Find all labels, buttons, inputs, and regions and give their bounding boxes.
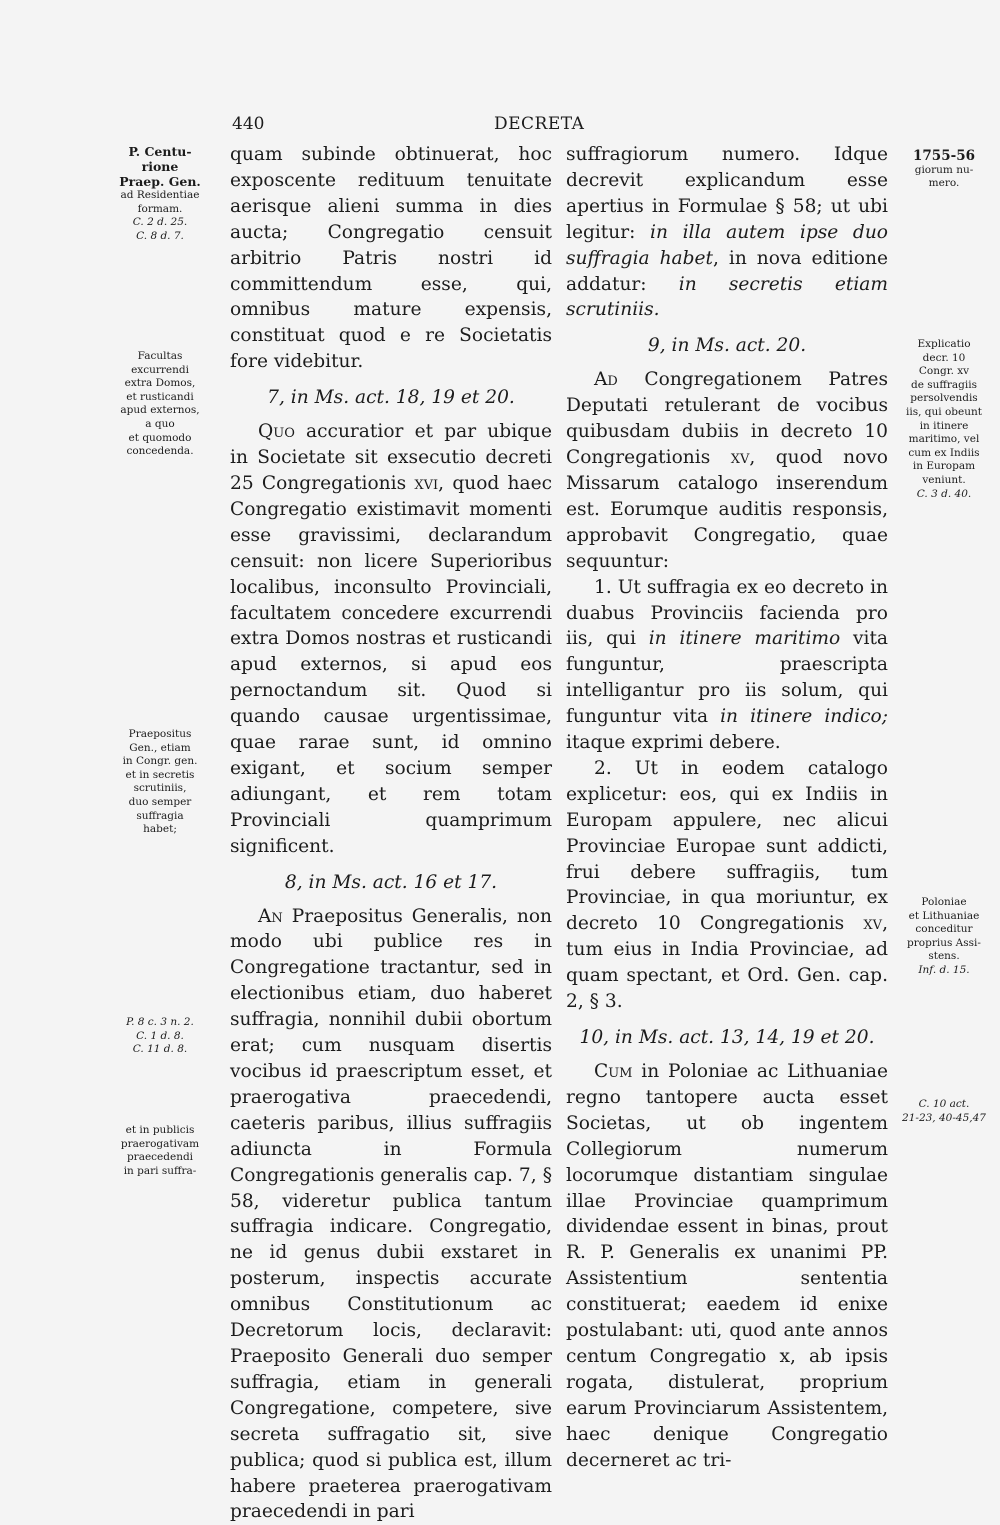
margin-note-line: Poloniae [921,896,967,908]
margin-note-line: formam. [137,202,183,215]
margin-note-line: stens. [928,950,960,963]
margin-note-line: a quo [145,417,175,430]
right-margin-note [898,1098,990,1125]
left-margin-note [112,728,208,837]
margin-note-line: et rusticandi [126,390,194,403]
text-segment: , tum eius in India Provinciae, ad quam spectant, et Ord. Gen. cap. 2, § 3. [566,913,888,1013]
paragraph-continuation: quam subinde obtinuerat, hoc exposcente redituum tenuitate aerisque alieni summa in dies aucta; Congregatio censuit arbitrio Patris nostri id committendum esse, qui, omnibus mature expensis, constituat quod e re Societatis fore videbitur. [230,144,552,373]
margin-note-line: 1755-56 [913,148,975,164]
margin-note-line: Congr. xv [918,365,970,378]
margin-note-line: ad Residentiae [120,189,200,201]
italic-quote: in secretis etiam scrutiniis. [566,273,888,321]
margin-note-line: C. 8 d. 7. [136,229,184,242]
margin-note-line: in Europam [912,460,976,473]
margin-note-line: Explicatio [917,338,971,350]
margin-note-line: praerogativam [120,1137,200,1150]
margin-note-line: Facultas [137,350,183,362]
margin-note-line: veniunt. [922,473,966,486]
left-margin-note [112,1124,208,1178]
margin-note-line: C. 11 d. 8. [132,1043,188,1056]
decree-heading-10: 10, in Ms. act. 13, 14, 19 et 20. [579,1027,875,1048]
margin-note-line: cum ex Indiis [908,446,980,459]
italic-phrase: in itinere maritimo [648,628,841,650]
italic-quote: in illa autem ipse duo suffragia habet [566,221,889,269]
margin-note-line: 21-23, 40-45,47 [902,1111,986,1124]
left-margin-note [112,144,208,243]
decree-7-text [230,419,552,859]
margin-note-line: C. 3 d. 40. [916,487,972,500]
margin-note-line: suffragia [136,809,184,822]
margin-note-line: proprius Assi- [907,936,981,949]
initial-word: An [258,905,283,927]
text-segment: suffragiorum numero. Idque decrevit explicandum esse apertius in Formulae § 58; ut ubi legitur: [566,144,888,243]
text-segment: 2. Ut in eodem catalogo explicetur: eos, qui ex Indiis in Europam appulere, nec alicui Provinciae Europae sunt addicti, frui debere suffragiis, tum Provinciae, in qua moriuntur, ex decreto 10 Congregationis [566,757,888,935]
decree-heading-9: 9, in Ms. act. 20. [647,335,807,357]
left-margin-note [112,1016,208,1057]
right-column [566,142,888,1474]
margin-note-line: maritimo, vel [908,433,980,446]
decree-9-text [566,367,888,574]
margin-note-line: mero. [928,177,960,190]
roman-numeral: xv [730,447,750,469]
italic-phrase: in itinere indico; [720,706,888,728]
margin-note-line: habet; [143,823,177,836]
margin-note-line: excurrendi [131,363,189,376]
roman-numeral: xv [863,913,883,935]
text-segment: Congregationem Patres Deputati retulerant de vocibus quibusdam dubiis in decreto 10 Congregationis [566,369,888,469]
running-head: DECRETA [494,114,585,134]
roman-numeral: xvi [414,472,439,494]
decree-9-item-1 [566,575,888,756]
text-segment: , in nova editione addatur: [566,247,888,295]
margin-note-line: duo semper [128,795,192,808]
margin-note-line: Praepositus [128,728,192,740]
initial-word: Ad [594,369,618,391]
page-number: 440 [232,114,265,134]
margin-note-line: in itinere [919,419,969,432]
left-column [230,142,552,1525]
margin-note-line: scrutiniis, [133,782,187,795]
margin-note-line: extra Domos, [124,377,196,390]
text-segment: itaque exprimi debere. [566,732,781,754]
margin-note-line: Praep. Gen. [119,174,201,189]
right-margin-note [898,338,990,501]
margin-note-line: C. 2 d. 25. [132,216,188,229]
margin-note-line: decr. 10 [922,351,966,364]
margin-note-line: persolvendis [910,392,978,405]
margin-note-line: rione [141,159,179,174]
margin-note-line: Gen., etiam [129,741,191,754]
text-segment: Praepositus Generalis, non modo ubi publice res in Congregatione tractantur, sed in electionibus etiam, duo haberet suffragia, nonnihil dubii obortum erat; cum nusquam disertis vocibus id praescriptum esset, et praerogativa praecedendi, caeteris paribus, illius suffragiis adiuncta in Formula Congregationis generalis cap. 7, § 58, videretur publica tantum suffragia indicare. Congregatio, ne id genus dubii exstaret in posterum, inspectis accurate omnibus Constitutionum ac Decretorum locis, declaravit: Praeposito Generali duo semper suffragia, etiam in generali Congregatione, competere, sive secreta suffragatio sit, sive publica; quod si publica est, illum habere praeterea praerogativam praecedendi in pari [230,905,552,1523]
text-segment: in Poloniae ac Lithuaniae regno tantopere aucta esset Societas, ut ob ingentem Collegiorum numerum locorumque distantiam singulae illae Provinciae quamprimum dividendae essent in binas, prout R. P. Generalis ex unanimi PP. Assistentium sententia constituerat; eaedem id enixe postulabant: uti, quod ante annos centum Congregatio x, ab ipsis rogata, distulerat, proprium earum Provinciarum Assistentem, haec denique Congregatio decerneret ac tri- [566,1061,888,1471]
right-margin-note [898,150,990,191]
margin-note-line: concedenda. [126,445,194,458]
margin-note-line: P. Centu- [128,144,192,159]
margin-note-line: et Lithuaniae [908,909,980,922]
margin-note-line: et quomodo [128,431,192,444]
left-margin-note [112,350,208,459]
margin-note-line: C. 1 d. 8. [136,1029,184,1042]
margin-note-line: praecedendi [126,1151,194,1164]
right-margin-note [898,896,990,978]
initial-word: Cum [594,1061,633,1082]
margin-note-line: Inf. d. 15. [918,963,970,976]
text-segment: vita funguntur, praescripta intelligantur pro iis solum, qui funguntur vita [566,628,888,728]
margin-note-line: giorum nu- [914,163,974,176]
margin-note-line: et in secretis [125,768,195,781]
text-segment: accuratior et par ubique in Societate sit exsecutio decreti 25 Congregationis [230,421,552,494]
text-segment: , quod haec Congregatio existimavit momenti esse gravissimi, declarandum censuit: non licere Superioribus localibus, inconsulto Provinciali, facultatem concedere excurrendi extra Domos nostras et rusticandi apud externos, si apud eos pernoctandum sit. Quod si quando causae urgentissimae, quae rarae sunt, id omnino exigant, et socium semper adiungant, et rem totam Provinciali quamprimum significent. [230,472,552,857]
margin-note-line: conceditur [915,923,973,936]
decree-9-item-2 [566,756,888,1015]
text-segment: 1. Ut suffragia ex eo decreto in duabus Provinciis facienda pro iis, qui [566,576,888,650]
decree-10-text [566,1059,888,1474]
decree-heading-7: 7, in Ms. act. 18, 19 et 20. [267,387,515,409]
margin-note-line: iis, qui obeunt [906,405,982,418]
text-segment: , quod novo Missarum catalogo inserendum est. Eorumque auditis responsis, approbavit Congregatio, quae sequuntur: [566,447,888,572]
margin-note-line: de suffragiis [911,378,977,391]
margin-note-line: in pari suffra- [123,1164,197,1177]
margin-note-line: et in publicis [125,1124,195,1136]
paragraph-continuation [566,142,888,323]
margin-note-line: apud externos, [120,404,200,417]
margin-note-line: in Congr. gen. [122,755,198,768]
margin-note-line: C. 10 act. [918,1098,970,1110]
initial-word: Quo [258,421,295,443]
margin-note-line: P. 8 c. 3 n. 2. [126,1016,194,1028]
decree-heading-8: 8, in Ms. act. 16 et 17. [284,871,498,893]
decree-8-text [230,904,552,1525]
